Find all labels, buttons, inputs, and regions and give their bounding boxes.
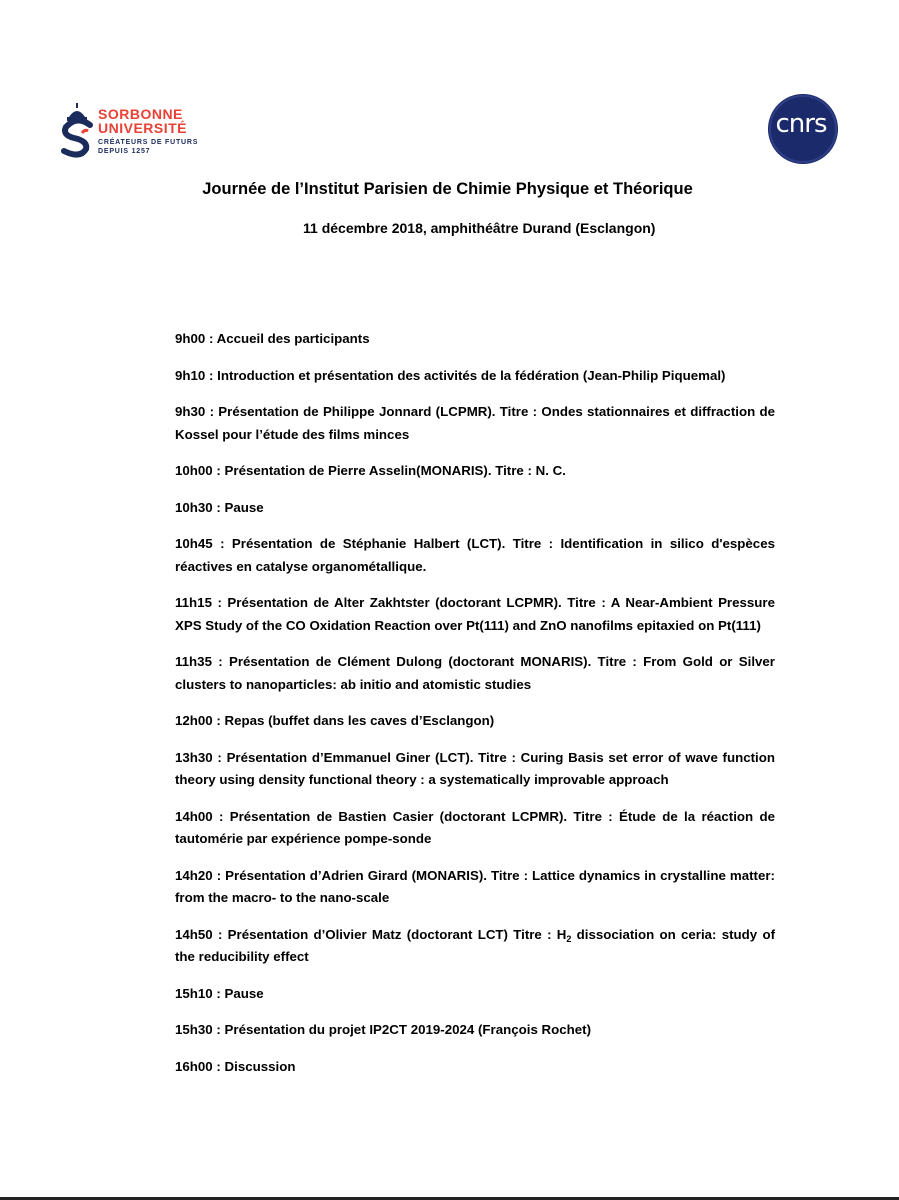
- program-item: 11h35 : Présentation de Clément Dulong (doctorant MONARIS). Titre : From Gold or Silver clusters to nanoparticles: ab initio and atomistic studies: [175, 654, 775, 692]
- program-item: 9h00 : Accueil des participants: [175, 331, 370, 346]
- cnrs-logo: [766, 93, 840, 165]
- program-item: 9h10 : Introduction et présentation des activités de la fédération (Jean-Philip Piquemal): [175, 367, 726, 383]
- h2-subscript: 2: [566, 933, 572, 944]
- program-item: 9h30 : Présentation de Philippe Jonnard (LCPMR). Titre : Ondes stationnaires et diffraction de Kossel pour l’étude des films minces: [175, 404, 775, 442]
- program-list: [175, 328, 775, 1092]
- program-item: 13h30 : Présentation d’Emmanuel Giner (LCT). Titre : Curing Basis set error of wave function theory using density functional theory : a systematically improvable approach: [175, 749, 775, 787]
- program-item-h2-before: 14h50 : Présentation d’Olivier Matz (doctorant LCT) Titre : H: [175, 926, 567, 942]
- program-item: 12h00 : Repas (buffet dans les caves d’Esclangon): [175, 713, 495, 728]
- title-text: Journée de l’Institut Parisien de Chimie Physique et Théorique: [202, 180, 693, 198]
- cnrs-wordmark: cnrs: [775, 109, 827, 139]
- program-item: 16h00 : Discussion: [175, 1058, 296, 1074]
- program-item-h2: [175, 924, 775, 969]
- program-item: 15h10 : Pause: [175, 985, 264, 1001]
- event-date-location: 11 décembre 2018, amphithéâtre Durand (Esclangon): [303, 220, 656, 236]
- program-item: 15h30 : Présentation du projet IP2CT 2019-2024 (François Rochet): [175, 1022, 592, 1037]
- program-item: 10h30 : Pause: [175, 499, 264, 515]
- sorbonne-since: DEPUIS 1257: [98, 148, 151, 155]
- sorbonne-name-line1: SORBONNE: [98, 106, 183, 122]
- sorbonne-tagline: CRÉATEURS DE FUTURS: [98, 139, 199, 146]
- program-item: 10h45 : Présentation de Stéphanie Halbert (LCT). Titre : Identification in silico d'espèces réactives en catalyse organométallique.: [175, 536, 775, 574]
- program-item-h2-after: dissociation on ceria: study of the reducibility effect: [175, 926, 776, 964]
- sorbonne-logo: [58, 103, 208, 163]
- sorbonne-emblem-icon: [58, 103, 96, 161]
- program-item: 11h15 : Présentation de Alter Zakhtster (doctorant LCPMR). Titre : A Near-Ambient Pressure XPS Study of the CO Oxidation Reaction over Pt(111) and ZnO nanofilms epitaxied on Pt(111): [175, 595, 775, 633]
- program-item: 14h00 : Présentation de Bastien Casier (doctorant LCPMR). Titre : Étude de la réaction de tautomérie par expérience pompe-sonde: [175, 808, 775, 846]
- program-item: 10h00 : Présentation de Pierre Asselin(MONARIS). Titre : N. C.: [175, 463, 566, 478]
- program-item: 14h20 : Présentation d’Adrien Girard (MONARIS). Titre : Lattice dynamics in crystalline matter: from the macro- to the nano-scale: [175, 867, 775, 905]
- page-title: [0, 178, 899, 200]
- sorbonne-name-line2: UNIVERSITÉ: [98, 120, 188, 136]
